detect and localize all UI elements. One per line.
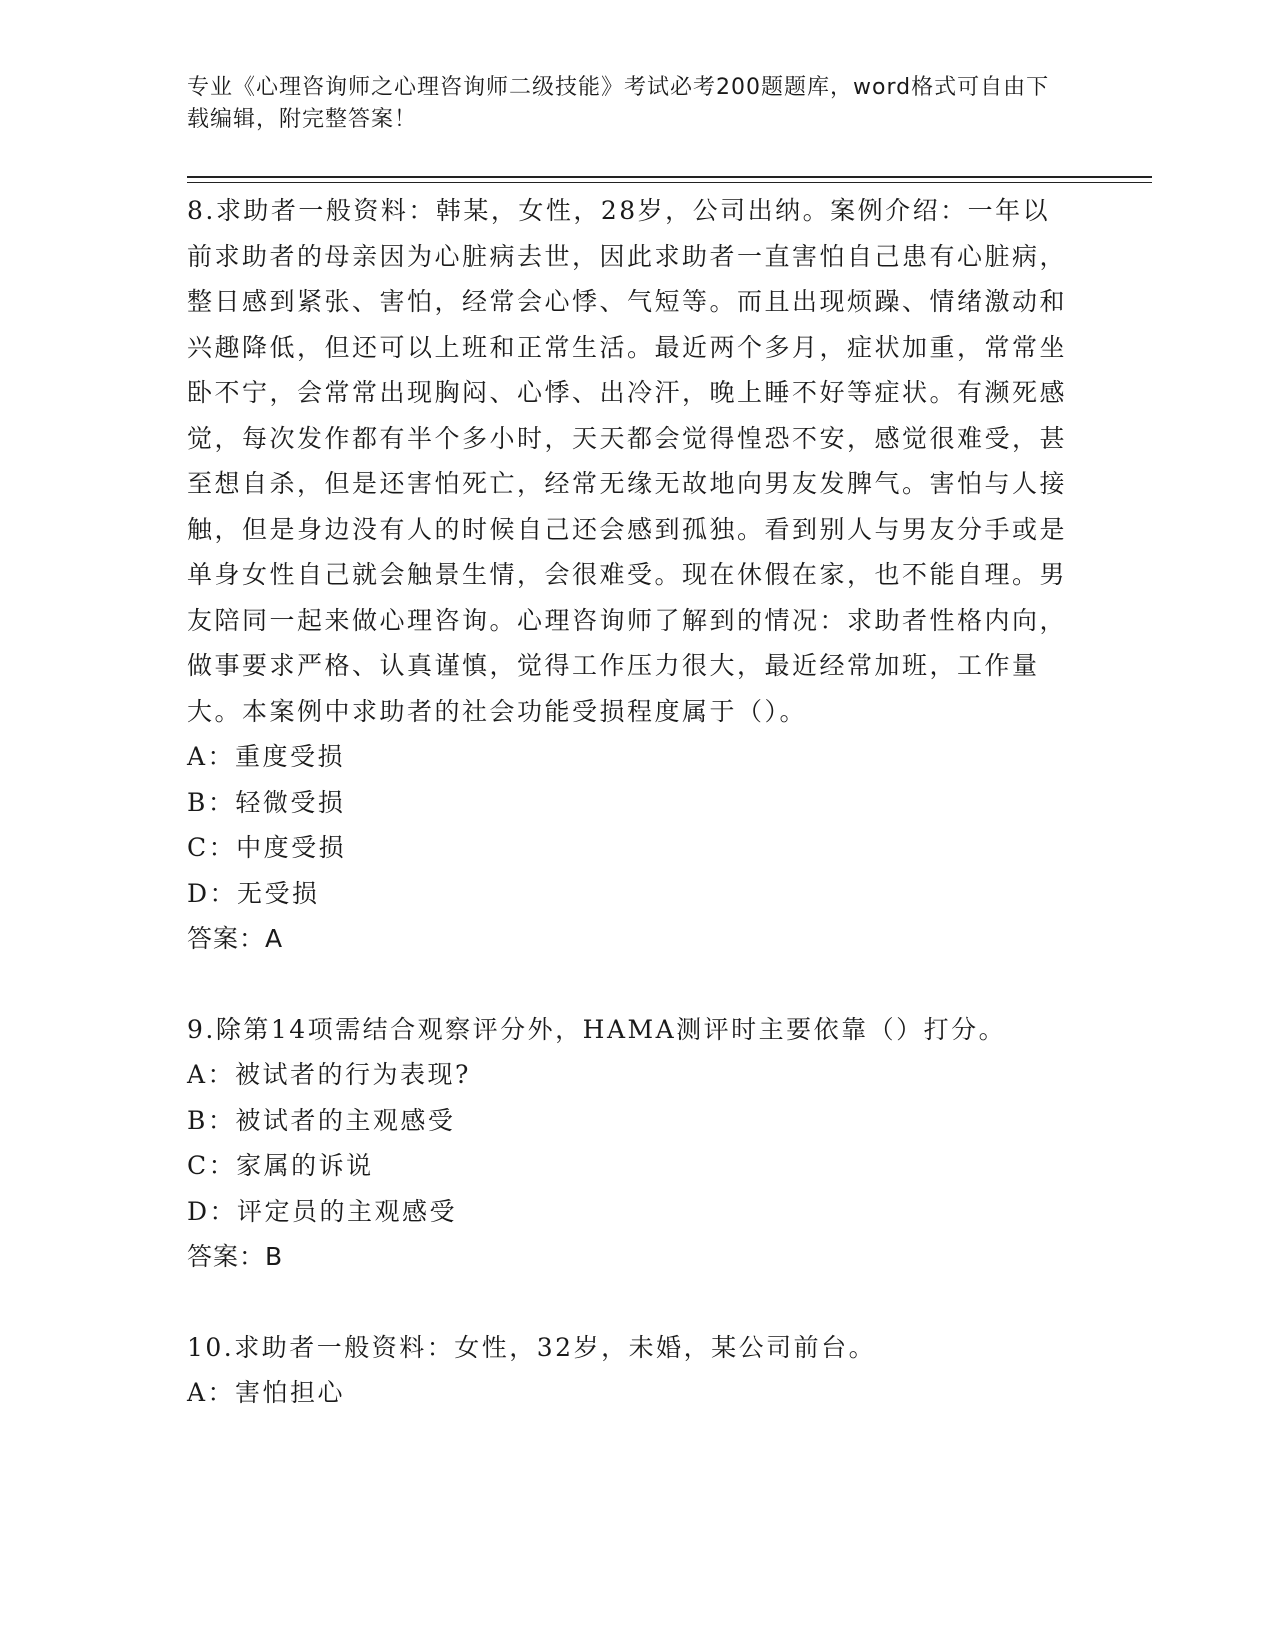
option-d: D：评定员的主观感受 (187, 1196, 458, 1226)
question-spacer (187, 962, 1067, 1007)
question-list (187, 188, 1067, 1416)
option-c: C：家属的诉说 (187, 1151, 374, 1180)
option-a: A：害怕担心 (187, 1378, 346, 1407)
question-text: 10.求助者一般资料：女性，32岁，未婚，某公司前台。 (187, 1332, 877, 1362)
answer-line: 答案：B (187, 1242, 284, 1271)
option-b: B：轻微受损 (187, 787, 346, 817)
document-header: 专业《心理咨询师之心理咨询师二级技能》考试必考200题题库，word格式可自由下载编辑，附完整答案！ (187, 75, 1050, 132)
option-d: D：无受损 (187, 878, 320, 908)
answer-line: 答案：A (187, 924, 284, 953)
question-9 (187, 1007, 1067, 1280)
question-text: 8.求助者一般资料：韩某，女性，28岁，公司出纳。案例介绍：一年以前求助者的母亲因为心脏病去世，因此求助者一直害怕自己患有心脏病，整日感到紧张、害怕，经常会心悸、气短等。而且出现烦躁、情绪激动和兴趣降低，但还可以上班和正常生活。最近两个多月，症状加重，常常坐卧不宁，会常常出现胸闷、心悸、出冷汗，晚上睡不好等症状。有濒死感觉，每次发作都有半个多小时，天天都会觉得惶恐不安，感觉很难受，甚至想自杀，但是还害怕死亡，经常无缘无故地向男友发脾气。害怕与人接触，但是身边没有人的时候自己还会感到孤独。看到别人与男友分手或是单身女性自己就会触景生情，会很难受。现在休假在家，也不能自理。男友陪同一起来做心理咨询。心理咨询师了解到的情况：求助者性格内向，做事要求严格、认真谨慎，觉得工作压力很大，最近经常加班，工作量大。本案例中求助者的社会功能受损程度属于（）。 (187, 196, 1068, 726)
header-divider-thick (187, 176, 1152, 178)
option-a: A：被试者的行为表现? (187, 1060, 471, 1089)
option-c: C：中度受损 (187, 833, 347, 862)
option-a: A：重度受损 (187, 742, 346, 771)
question-spacer (187, 1280, 1067, 1325)
question-10 (187, 1325, 1067, 1416)
question-text: 9.除第14项需结合观察评分外，HAMA测评时主要依靠（）打分。 (187, 1014, 1007, 1044)
option-b: B：被试者的主观感受 (187, 1105, 456, 1135)
header-divider-thin (187, 182, 1152, 183)
question-8 (187, 188, 1067, 962)
